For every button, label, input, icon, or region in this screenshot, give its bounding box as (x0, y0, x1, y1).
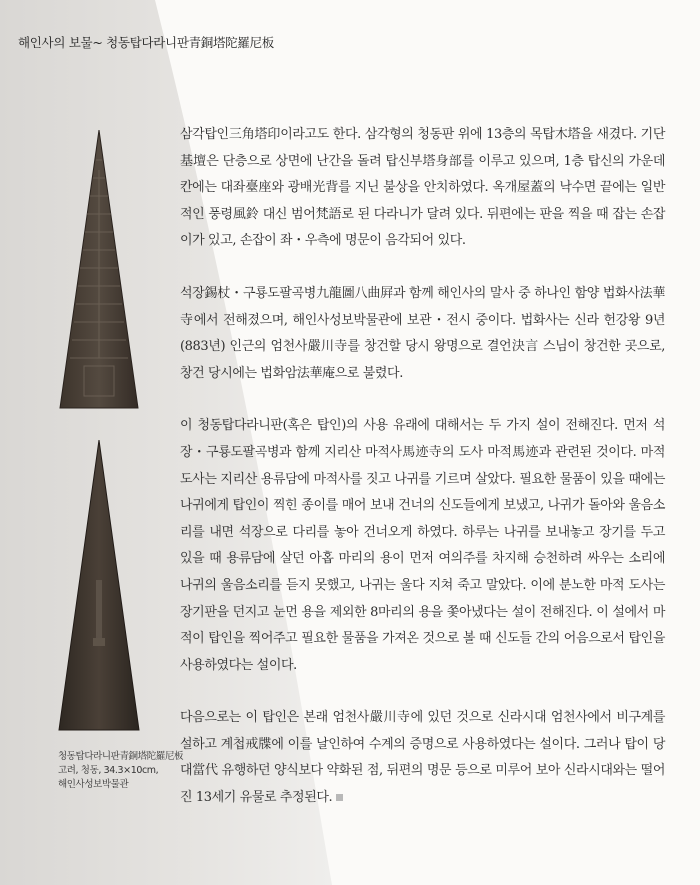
page-header: 해인사의 보물~ 청동탑다라니판青銅塔陀羅尼板 (18, 35, 274, 50)
end-mark-icon (336, 794, 343, 801)
paragraph-3: 이 청동탑다라니판(혹은 탑인)의 사용 유래에 대해서는 두 가지 설이 전해진다. 먼저 석장・구룡도팔곡병과 함께 지리산 마적사馬迹寺의 도사 마적馬迹과 관련된 것이다. 마적 도사는 지리산 용류담에 마적사를 짓고 나귀를 기르며 살았다. 필요한 물품이 있을 때에는 나귀에게 탑인이 찍힌 종이를 매어 보내 건너의 신도들에게 보냈고, 나귀가 돌아와 울음소리를 내면 석장으로 다리를 놓아 건너오게 하였다. 하루는 나귀를 보내놓고 장기를 두고 있을 때 용류담에 살던 아홉 마리의 용이 먼저 여의주를 차지해 승천하려 싸우는 소리에 나귀의 울음소리를 듣지 못했고, 나귀는 울다 지쳐 죽고 말았다. 이에 분노한 마적 도사는 장기판을 던지고 눈먼 용을 제외한 8마리의 용을 쫓아냈다는 설이 전해진다. 이 설에서 마적이 탑인을 찍어주고 필요한 물품을 가져온 것으로 볼 때 신도들 간의 어음으로서 탑인을 사용하였다는 설이다. (180, 418, 665, 673)
caption-title: 청동탑다라니판青銅塔陀羅尼板 (58, 751, 184, 762)
paragraph-4 (180, 705, 665, 811)
paragraph-4-text: 다음으로는 이 탑인은 본래 엄천사嚴川寺에 있던 것으로 신라시대 엄천사에서 비구계를 설하고 계첩戒牒에 이를 날인하여 수계의 증명으로 사용하였다는 설이다. 그러나 탑이 당대當代 유행하던 양식보다 약화된 점, 뒤편의 명문 등으로 미루어 보아 신라시대와는 떨어진 13세기 유물로 추정된다. (180, 710, 665, 806)
paragraph-1: 삼각탑인三角塔印이라고도 한다. 삼각형의 청동판 위에 13층의 목탑木塔을 새겼다. 기단基壇은 단층으로 상면에 난간을 돌려 탑신부塔身部를 이루고 있으며, 1층 탑신의 가운데 칸에는 대좌臺座와 광배光背를 지닌 불상을 안치하였다. 옥개屋蓋의 낙수면 끝에는 일반적인 풍령風鈴 대신 범어梵語로 된 다라니가 달려 있다. 뒤편에는 판을 찍을 때 잡는 손잡이가 있고, 손잡이 좌・우측에 명문이 음각되어 있다. (180, 127, 665, 249)
caption-details: 고려, 청동, 34.3×10cm, (58, 765, 159, 776)
image-caption (58, 750, 184, 792)
article-body (180, 122, 665, 812)
caption-location: 해인사성보박물관 (58, 779, 129, 790)
paragraph-2: 석장錫杖・구룡도팔곡병九龍圖八曲屛과 함께 해인사의 말사 중 하나인 함양 법화사法華寺에서 전해졌으며, 해인사성보박물관에 보관・전시 중이다. 법화사는 신라 헌강왕 9년(883년) 인근의 엄천사嚴川寺를 창건할 당시 왕명으로 결언決言 스님이 창건한 곳으로, 창건 당시에는 법화암法華庵으로 불렸다. (180, 285, 665, 381)
plate-front-image (58, 130, 140, 410)
plate-back-image (58, 440, 140, 732)
